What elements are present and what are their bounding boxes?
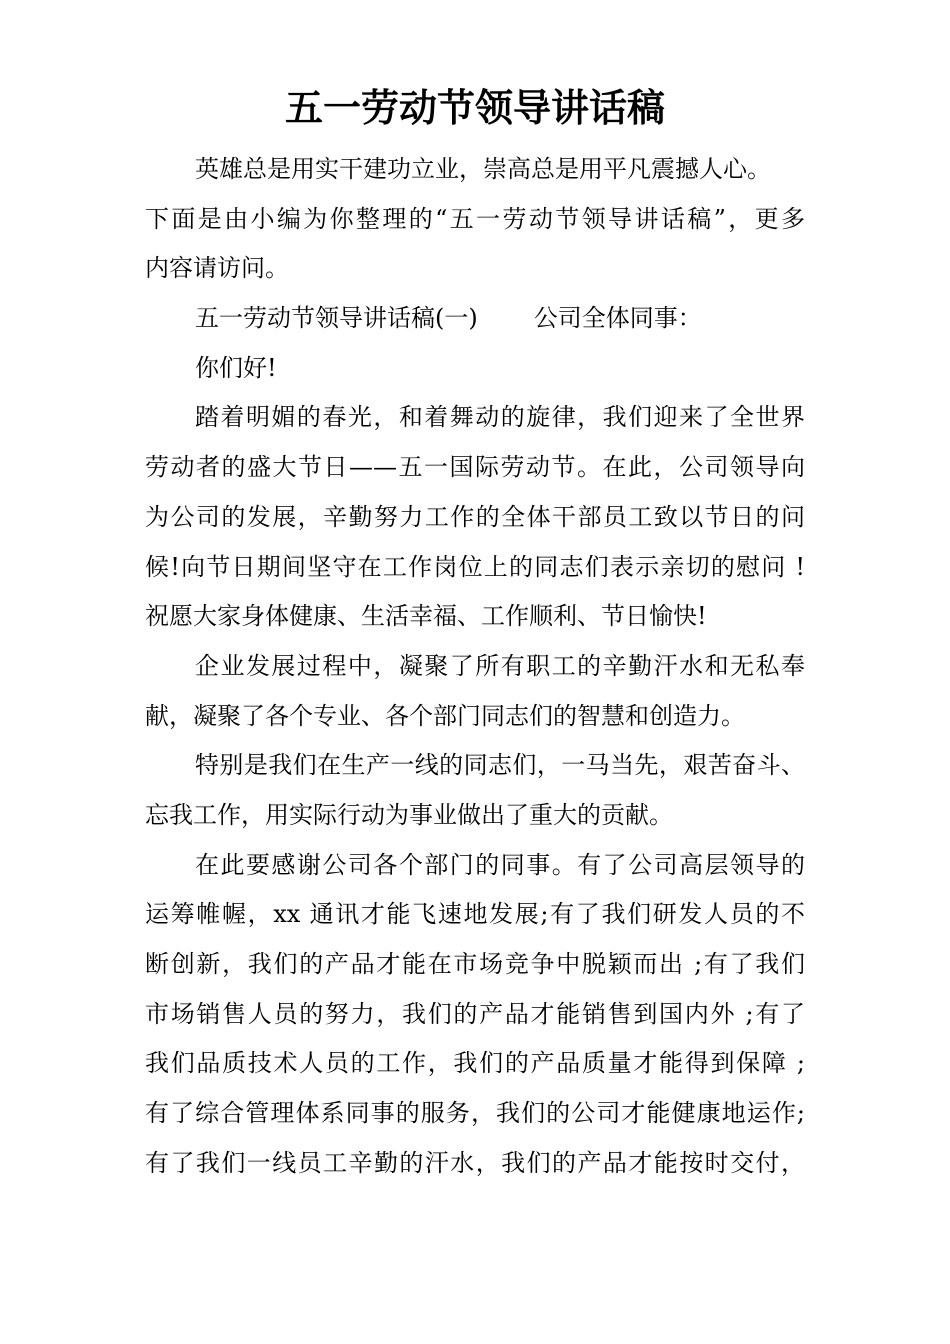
text-line-content: 运筹帷幄，xx 通讯才能飞速地发展;有了我们研发人员的不	[145, 900, 805, 929]
text-line	[145, 1039, 805, 1089]
text-line	[145, 1139, 805, 1189]
text-line: 献，凝聚了各个专业、各个部门同志们的智慧和创造力。	[145, 701, 745, 730]
paragraph-greeting	[145, 344, 805, 394]
text-line-content: 为公司的发展，辛勤努力工作的全体干部员工致以节日的问	[145, 502, 805, 531]
text-line	[145, 493, 805, 543]
text-line	[145, 294, 805, 344]
paragraph-development	[145, 642, 805, 741]
paragraph-frontline	[145, 741, 805, 840]
text-line-content: 下面是由小编为你整理的“五一劳动节领导讲话稿”，更多	[145, 204, 805, 233]
text-line: 你们好!	[195, 353, 277, 382]
text-line-content: 踏着明媚的春光，和着舞动的旋律，我们迎来了全世界	[195, 403, 805, 432]
text-line	[145, 940, 805, 990]
text-line-content: 我们品质技术人员的工作，我们的产品质量才能得到保障 ;	[145, 1049, 805, 1078]
text-line: 忘我工作，用实际行动为事业做出了重大的贡献。	[145, 800, 673, 829]
paragraph-heading	[145, 294, 805, 344]
text-line	[145, 841, 805, 891]
paragraph-thanks	[145, 841, 805, 1189]
text-line-content: 特别是我们在生产一线的同志们，一马当先，艰苦奋斗、	[195, 751, 805, 780]
text-line	[145, 741, 805, 791]
salutation: 公司全体同事：	[533, 304, 702, 333]
text-line-content: 市场销售人员的努力，我们的产品才能销售到国内外 ;有了	[145, 999, 805, 1028]
text-line-content: 企业发展过程中，凝聚了所有职工的辛勤汗水和无私奉	[195, 651, 805, 680]
document-body	[145, 145, 805, 1188]
text-line-content: 劳动者的盛大节日——五一国际劳动节。在此，公司领导向	[145, 453, 805, 482]
paragraph-intro	[145, 145, 805, 294]
text-line	[145, 642, 805, 692]
text-line	[145, 890, 805, 940]
text-line-content: 有了综合管理体系同事的服务，我们的公司才能健康地运作;	[145, 1099, 805, 1128]
text-line	[145, 443, 805, 493]
text-line-content: 断创新，我们的产品才能在市场竞争中脱颖而出 ;有了我们	[145, 950, 805, 978]
document-title: 五一劳动节领导讲话稿	[284, 85, 665, 130]
text-line: 英雄总是用实干建功立业，崇高总是用平凡震撼人心。	[195, 155, 771, 183]
text-line	[145, 990, 805, 1040]
section-heading: 五一劳动节领导讲话稿(一)	[195, 304, 478, 333]
text-line-content: 候!向节日期间坚守在工作岗位上的同志们表示亲切的慰问 !	[145, 552, 805, 581]
text-line	[145, 393, 805, 443]
text-line-content: 在此要感谢公司各个部门的同事。有了公司高层领导的	[195, 850, 805, 879]
text-line: 祝愿大家身体健康、生活幸福、工作顺利、节日愉快!	[145, 602, 707, 631]
paragraph-celebration	[145, 393, 805, 641]
text-line	[145, 543, 805, 593]
text-line	[145, 195, 805, 245]
text-line-content: 有了我们一线员工辛勤的汗水，我们的产品才能按时交付，	[145, 1148, 805, 1177]
text-line	[145, 1089, 805, 1139]
text-line: 内容请访问。	[145, 254, 289, 283]
